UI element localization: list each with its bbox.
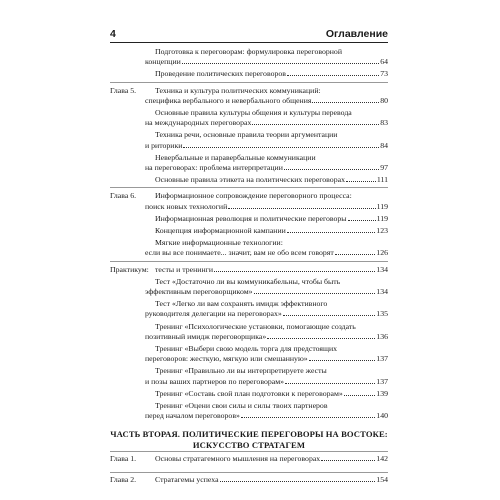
toc-entry-line bbox=[145, 265, 388, 275]
toc-entry-page: 142 bbox=[376, 454, 388, 464]
toc-entry-line-text: Информационное сопровождение переговорного процесса: bbox=[155, 191, 352, 201]
toc-entry-line bbox=[145, 153, 388, 163]
dot-leader bbox=[214, 271, 375, 272]
toc-entry-text bbox=[145, 454, 388, 464]
toc-entry-text bbox=[145, 108, 388, 128]
part-two-heading bbox=[110, 429, 388, 450]
toc-entry-line-text: Проведение политических переговоров bbox=[155, 69, 286, 79]
toc-entry-label: Глава 1. bbox=[110, 454, 137, 464]
toc-entry-text bbox=[145, 366, 388, 386]
toc-entry-text bbox=[145, 389, 388, 399]
toc-entry-line bbox=[145, 57, 388, 67]
toc-entry-line-text: Тренинг «Правильно ли вы интерпретируете жесты bbox=[155, 366, 327, 376]
toc-entry-line-text: Тест «Достаточно ли вы коммуникабельны, чтобы быть bbox=[155, 276, 341, 286]
section-divider bbox=[110, 187, 388, 188]
toc-entry-page: 111 bbox=[376, 175, 388, 185]
toc-entry-line bbox=[145, 141, 388, 151]
toc-entry-label: Практикум: bbox=[110, 264, 149, 274]
toc-entry-text bbox=[145, 214, 388, 224]
toc-entry-line-text: Мягкие информационные технологии: bbox=[155, 238, 283, 248]
toc-entry-line-text: Тренинг «Выбери свою модель торга для предстоящих bbox=[155, 344, 338, 353]
toc-entry-page: 119 bbox=[376, 201, 388, 211]
toc-entry-line bbox=[145, 366, 388, 376]
toc-entry-page: 83 bbox=[380, 118, 388, 128]
toc-entry-text bbox=[145, 475, 388, 485]
toc-entry-text bbox=[145, 153, 388, 173]
toc-entry-page: 140 bbox=[376, 411, 388, 421]
toc-entry-text bbox=[145, 322, 388, 342]
toc-entry-text bbox=[145, 226, 388, 236]
toc-entry-line-text: специфика вербального и невербального общения bbox=[145, 95, 312, 105]
toc-entry-line bbox=[145, 238, 388, 248]
section-divider bbox=[110, 451, 388, 452]
dot-leader bbox=[183, 147, 379, 148]
toc-entry-page: 73 bbox=[380, 69, 388, 79]
toc-entry-text bbox=[145, 265, 388, 275]
toc-entry-line bbox=[145, 389, 388, 399]
toc-entry-page: 119 bbox=[376, 213, 388, 223]
toc-entry-page: 139 bbox=[376, 388, 388, 398]
dot-leader bbox=[312, 102, 379, 103]
toc-entry-label: Глава 5. bbox=[110, 85, 137, 95]
toc-entry-line-text: Невербальные и паравербальные коммуникации bbox=[155, 152, 316, 162]
toc-entry-line-text: Тренинг «Психологические установки, помогающие создать bbox=[155, 321, 356, 331]
toc-entry-line bbox=[145, 401, 388, 411]
toc-entry-line-text: Тест «Легко ли вам сохранять имидж эффективного bbox=[155, 299, 328, 309]
header-title: Оглавление bbox=[325, 28, 388, 40]
toc-entry-line bbox=[145, 226, 388, 236]
toc-entry-text bbox=[145, 238, 388, 258]
toc-entry-text bbox=[145, 86, 388, 106]
toc-entry-line-text: Стратагемы успеха bbox=[155, 474, 219, 484]
toc-entry-line-text: на международных переговорах bbox=[145, 118, 252, 128]
toc-entry-line-text: если вы все понимаете... значит, вам не обо всем говорят bbox=[145, 248, 334, 258]
dot-leader bbox=[321, 460, 375, 461]
toc-entry-label: Глава 6. bbox=[110, 191, 137, 201]
toc-entry-page: 137 bbox=[376, 354, 388, 364]
toc-entry-page: 136 bbox=[376, 331, 388, 341]
dot-leader bbox=[283, 315, 376, 316]
dot-leader bbox=[254, 293, 376, 294]
toc-entry-text bbox=[145, 277, 388, 297]
section-divider bbox=[110, 261, 388, 262]
toc-entry-page: 137 bbox=[376, 376, 388, 386]
section-divider bbox=[110, 472, 388, 473]
toc-entry-label: Глава 2. bbox=[110, 474, 137, 484]
toc-entry-line bbox=[145, 344, 388, 354]
toc-entry-text bbox=[145, 130, 388, 150]
toc-entry-line-text: концепции bbox=[145, 57, 181, 67]
toc-entry-text bbox=[145, 69, 388, 79]
toc-entry-page: 135 bbox=[376, 309, 388, 319]
toc-entry-line-text: Основные правила этикета на политических переговорах bbox=[155, 175, 345, 185]
page-number: 4 bbox=[110, 28, 116, 40]
toc-entry-line-text: Техника и культура политических коммуникаций: bbox=[155, 85, 321, 95]
toc-entry-text bbox=[145, 401, 388, 421]
dot-leader bbox=[348, 220, 376, 221]
toc-entry-line bbox=[145, 47, 388, 57]
toc-entry-line bbox=[145, 130, 388, 140]
toc-entry-line bbox=[145, 175, 388, 185]
toc-entry-line-text: Информационная революция и политические переговоры bbox=[155, 213, 347, 223]
toc-entry-page: 126 bbox=[376, 248, 388, 258]
part-two-heading-line2: ИСКУССТВО СТРАТАГЕМ bbox=[192, 439, 306, 450]
toc-entry-line-text: Подготовка к переговорам: формулировка переговорной bbox=[155, 47, 343, 56]
dot-leader bbox=[285, 383, 375, 384]
toc-entry-page: 123 bbox=[376, 226, 388, 235]
dot-leader bbox=[220, 481, 376, 482]
toc-entry-line-text: руководителя делегации на переговорах» bbox=[145, 309, 282, 319]
toc-entry-line bbox=[145, 108, 388, 118]
toc-entry-line bbox=[145, 69, 388, 79]
toc-entry-line-text: Основные правила культуры общения и культуры перевода bbox=[155, 108, 352, 117]
toc-entry-line bbox=[145, 202, 388, 212]
toc-entry-page: 97 bbox=[380, 163, 388, 172]
toc-entry-line-text: Концепция информационной кампании bbox=[155, 226, 286, 235]
dot-leader bbox=[228, 208, 375, 209]
dot-leader bbox=[309, 360, 376, 361]
toc-entry-line bbox=[145, 309, 388, 319]
toc-entry-text bbox=[145, 175, 388, 185]
toc-entry-line bbox=[145, 287, 388, 297]
dot-leader bbox=[344, 395, 375, 396]
toc-entry-line bbox=[145, 454, 388, 464]
toc-entry-line bbox=[145, 377, 388, 387]
toc-entry-line bbox=[145, 96, 388, 106]
toc-entry-line bbox=[145, 299, 388, 309]
toc-entry-page: 134 bbox=[376, 287, 388, 296]
toc-entry-line-text: перед началом переговоров» bbox=[145, 411, 240, 421]
toc-entry-line-text: эффективным переговорщиком» bbox=[145, 287, 253, 296]
toc-entry-line bbox=[145, 332, 388, 342]
toc-entry-text bbox=[145, 344, 388, 364]
page-header bbox=[110, 28, 388, 43]
part-two-heading-line1: ЧАСТЬ ВТОРАЯ. ПОЛИТИЧЕСКИЕ ПЕРЕГОВОРЫ НА ВОСТОКЕ: bbox=[110, 429, 388, 440]
toc-entry-line bbox=[145, 277, 388, 287]
toc-entry-text bbox=[145, 47, 388, 67]
toc-entry-line bbox=[145, 411, 388, 421]
dot-leader bbox=[252, 124, 379, 125]
toc-entry-line-text: на переговорах: проблема интерпретации bbox=[145, 163, 283, 172]
toc-entry-line-text: Тренинг «Составь свой план подготовки к переговорам» bbox=[155, 388, 343, 398]
dot-leader bbox=[287, 75, 379, 76]
toc-entry-page: 134 bbox=[376, 264, 388, 274]
dot-leader bbox=[241, 417, 375, 418]
dot-leader bbox=[267, 338, 375, 339]
toc-entry-line bbox=[145, 191, 388, 201]
dot-leader bbox=[182, 63, 379, 64]
toc-entry-text bbox=[145, 191, 388, 211]
toc-entry-line bbox=[145, 214, 388, 224]
toc-entry-text bbox=[145, 299, 388, 319]
toc-entry-line-text: Техника речи, основные правила теории аргументации bbox=[155, 130, 338, 140]
toc-entry-line-text: позитивный имидж переговорщика» bbox=[145, 331, 267, 341]
toc-entry-line bbox=[145, 86, 388, 96]
toc-entry-line bbox=[145, 354, 388, 364]
toc-entry-line-text: Основы стратагемного мышления на переговорах bbox=[155, 454, 321, 464]
toc-entry-line bbox=[145, 475, 388, 485]
toc-entry-page: 154 bbox=[376, 474, 388, 484]
section-divider bbox=[110, 82, 388, 83]
toc-entry-line-text: поиск новых технологий bbox=[145, 201, 228, 211]
toc-entry-line bbox=[145, 118, 388, 128]
toc-entry-line-text: тесты и тренинги bbox=[155, 264, 213, 274]
toc-entry-line-text: Тренинг «Оцени свои силы и силы твоих партнеров bbox=[155, 401, 328, 410]
dot-leader bbox=[287, 232, 375, 233]
toc-entry-line-text: и позы ваших партнеров по переговорам» bbox=[145, 376, 285, 386]
toc-entry-line-text: и риторики bbox=[145, 140, 183, 150]
toc-entry-page: 84 bbox=[380, 140, 388, 150]
toc-entry-line-text: переговоров: жесткую, мягкую или смешанную» bbox=[145, 354, 308, 364]
dot-leader bbox=[346, 181, 376, 182]
toc-entry-line bbox=[145, 248, 388, 258]
toc-entry-line bbox=[145, 322, 388, 332]
toc-entry-page: 80 bbox=[380, 95, 388, 105]
dot-leader bbox=[335, 254, 376, 255]
dot-leader bbox=[284, 169, 379, 170]
toc-entry-page: 64 bbox=[380, 57, 388, 67]
toc-entry-line bbox=[145, 163, 388, 173]
